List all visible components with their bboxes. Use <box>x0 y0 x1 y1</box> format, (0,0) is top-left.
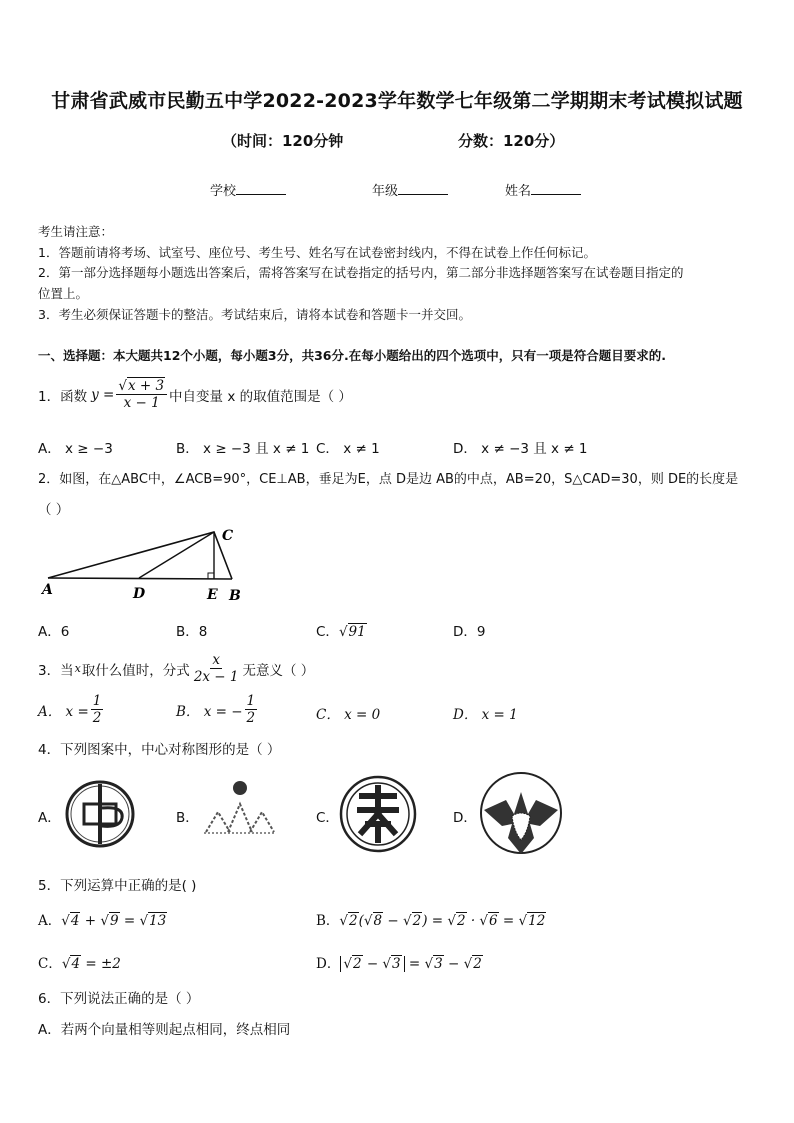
q1-suffix: 中自变量 x 的取值范围是（ ） <box>169 388 352 405</box>
q4-option-b-label[interactable]: B． <box>176 810 199 826</box>
q1-option-b[interactable]: B． x ≥ −3 且 x ≠ 1 <box>176 441 310 457</box>
point-b-label: B <box>229 588 241 604</box>
question-6: 6．下列说法正确的是（ ） <box>38 991 200 1007</box>
q3-prefix: 3．当 <box>38 662 74 679</box>
grade-blank <box>398 182 448 195</box>
question-3 <box>38 652 314 685</box>
median-cd <box>139 532 214 578</box>
q6-option-a[interactable]: A．若两个向量相等则起点相同，终点相同 <box>38 1022 291 1038</box>
pattern-c-icon[interactable] <box>338 774 418 854</box>
q3-option-a[interactable] <box>38 693 105 726</box>
q5-option-c[interactable]: C．√4 = ±2 <box>38 956 121 972</box>
q5-option-d[interactable]: D． √2 − √3 = √3 − √2 <box>316 956 482 972</box>
question-5: 5．下列运算中正确的是( ) <box>38 878 197 894</box>
name-blank <box>531 182 581 195</box>
section-title: 一、选择题：本大题共12个小题，每小题3分，共36分.在每小题给出的四个选项中，只有一项是符合题目要求的. <box>38 348 666 363</box>
q2-option-b[interactable]: B．8 <box>176 624 208 640</box>
page-title: 甘肃省武威市民勤五中学2022-2023学年数学七年级第二学期期末考试模拟试题 <box>51 90 743 112</box>
q3-option-b-num: 1 <box>246 693 256 709</box>
point-a-label: A <box>42 582 53 598</box>
question-1 <box>38 378 352 411</box>
q3-option-b-label: B． x = − <box>176 703 243 720</box>
q2-option-d[interactable]: D．9 <box>453 624 486 640</box>
question-4: 4．下列图案中，中心对称图形的是（ ） <box>38 742 281 758</box>
q3-var: x <box>74 662 81 675</box>
pattern-b-icon[interactable] <box>200 778 276 838</box>
name-field <box>505 180 581 199</box>
q3-option-a-label: A． x = <box>38 703 89 720</box>
q1-fraction: $\frac{√x + 3}{x - 1}$ <box>116 378 167 411</box>
school-blank <box>236 182 286 195</box>
q3-option-b[interactable] <box>176 693 259 726</box>
q4-option-a-label[interactable]: A． <box>38 810 61 826</box>
point-e-label: E <box>207 587 218 603</box>
q3-option-c[interactable]: C． x = 0 <box>316 707 381 723</box>
triangle-figure <box>36 522 256 606</box>
q1-num: x + 3 <box>127 378 165 394</box>
notice-heading: 考生请注意： <box>38 224 114 239</box>
question-2: 2．如图，在△ABC中，∠ACB=90°，CE⊥AB，垂足为E，点 D是边 AB的中点，AB=20，S△CAD=30，则 DE的长度是 <box>38 472 739 487</box>
notice-item-1: 1．答题前请将考场、试室号、座位号、考生号、姓名写在试卷密封线内，不得在试卷上作任何标记。 <box>38 245 596 260</box>
pattern-a-icon[interactable] <box>62 776 138 852</box>
score-label: 分数：120分） <box>458 132 565 150</box>
notice-item-3: 3．考生必须保证答题卡的整洁。考试结束后，请将本试卷和答题卡一并交回。 <box>38 307 471 322</box>
q1-prefix: 1．函数 <box>38 388 88 405</box>
point-c-label: C <box>222 528 234 544</box>
q5-option-b-label: B． <box>316 913 340 929</box>
q3-fraction <box>192 652 241 685</box>
notice-item-2: 2．第一部分选择题每小题选出答案后，需将答案写在试卷指定的括号内，第二部分非选择题答案写在试卷题目指定的 <box>38 265 684 280</box>
q5-option-b[interactable]: B．√2(√8 − √2) = √2 · √6 = √12 <box>316 913 546 929</box>
q3-option-b-den: 2 <box>246 710 256 726</box>
q5-option-a[interactable]: A．√4 + √9 = √13 <box>38 913 167 929</box>
notice-item-2-cont: 位置上。 <box>38 286 89 301</box>
q3-den: 2x − 1 <box>193 669 239 685</box>
q5-option-c-label: C． <box>38 956 62 972</box>
triangle-outline <box>48 532 232 579</box>
q3-option-a-num: 1 <box>92 693 102 709</box>
q3-mid: 取什么值时，分式 <box>81 662 190 679</box>
pattern-d-icon[interactable] <box>478 770 564 856</box>
q3-num: x <box>212 652 220 668</box>
q4-option-c-label[interactable]: C． <box>316 810 339 826</box>
q5-option-d-label: D． <box>316 956 341 972</box>
q5-option-a-label: A． <box>38 913 62 929</box>
school-label: 学校 <box>210 184 237 199</box>
q1-option-c[interactable]: C． x ≠ 1 <box>316 441 380 457</box>
point-d-label: D <box>133 586 146 602</box>
school-field <box>210 180 286 199</box>
q4-option-d-label[interactable]: D． <box>453 810 477 826</box>
q2-option-c[interactable]: C．√91 <box>316 624 366 640</box>
q3-option-a-den: 2 <box>92 710 102 726</box>
name-label: 姓名 <box>505 184 532 199</box>
q1-option-d[interactable]: D． x ≠ −3 且 x ≠ 1 <box>453 441 588 457</box>
q1-y: y = <box>91 386 115 403</box>
time-label: （时间：120分钟 <box>222 132 344 150</box>
grade-label: 年级 <box>372 184 399 199</box>
q3-option-d[interactable]: D． x = 1 <box>453 707 518 723</box>
q3-suffix: 无意义（ ） <box>242 662 315 679</box>
grade-field <box>372 180 448 199</box>
q1-option-a[interactable]: A． x ≥ −3 <box>38 441 113 457</box>
q2-option-a[interactable]: A．6 <box>38 624 70 640</box>
q2-option-c-radicand: 91 <box>348 624 366 640</box>
question-2-paren: （ ） <box>38 502 70 518</box>
q1-den: x − 1 <box>123 395 160 411</box>
q2-option-c-label: C． <box>316 624 339 640</box>
